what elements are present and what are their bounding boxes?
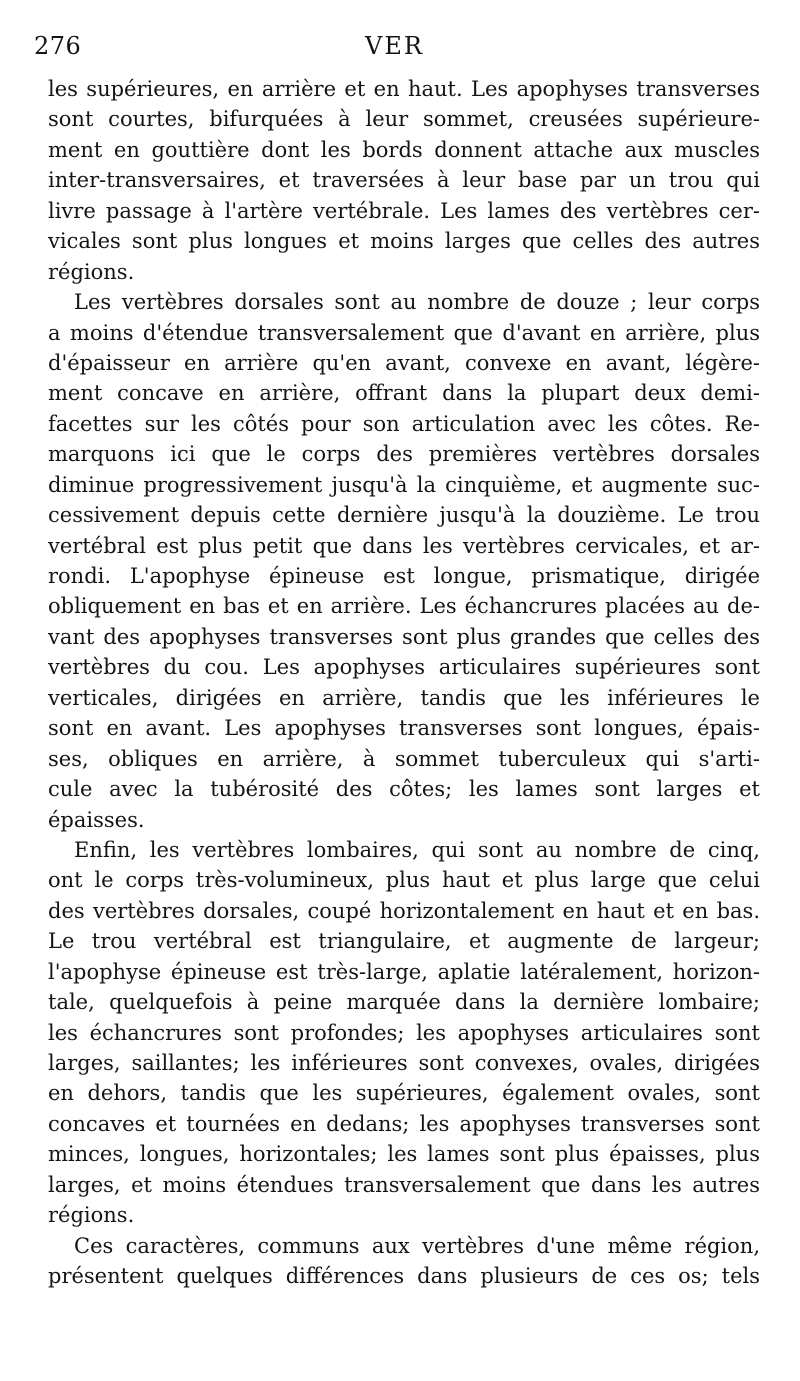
text-line: larges, saillantes; les inférieures sont convexes, ovales, dirigées <box>48 1051 760 1075</box>
text-line: en dehors, tandis que les supérieures, également ovales, sont <box>48 1081 760 1106</box>
text-line: régions. <box>48 259 135 284</box>
text-line: vicales sont plus longues et moins larges que celles des autres <box>48 229 760 254</box>
text-line: marquons ici que le corps des premières vertèbres dorsales <box>48 442 760 467</box>
text-line: ment concave en arrière, offrant dans la plupart deux demi- <box>48 381 760 406</box>
paragraph-start-line: Les vertèbres dorsales sont au nombre de douze ; leur corps <box>74 290 760 315</box>
text-line: concaves et tournées en dedans; les apophyses transverses sont <box>48 1111 760 1136</box>
text-line: épaisses. <box>48 807 145 832</box>
text-line: vertèbres du cou. Les apophyses articulaires supérieures sont <box>48 655 760 680</box>
text-line: verticales, dirigées en arrière, tandis que les inférieures le <box>48 685 760 710</box>
text-line: livre passage à l'artère vertébrale. Les lames des vertèbres cer- <box>48 198 760 223</box>
text-line: des vertèbres dorsales, coupé horizontalement en haut et en bas. <box>48 898 760 923</box>
page-header <box>34 32 764 72</box>
text-line: tale, quelquefois à peine marquée dans la dernière lombaire; <box>48 990 760 1015</box>
text-line: régions. <box>48 1203 135 1228</box>
text-line: d'épaisseur en arrière qu'en avant, convexe en avant, légère- <box>48 350 760 375</box>
text-line: larges, et moins étendues transversalement que dans les autres <box>48 1172 760 1197</box>
text-line: a moins d'étendue transversalement que d'avant en arrière, plus <box>48 320 760 345</box>
running-head: VER <box>365 32 424 60</box>
paragraph-start-line: Ces caractères, communs aux vertèbres d'une même région, <box>74 1233 760 1258</box>
text-line: rondi. L'apophyse épineuse est longue, prismatique, dirigée <box>48 564 760 588</box>
text-line: facettes sur les côtés pour son articulation avec les côtes. Re- <box>48 411 760 436</box>
text-line: diminue progressivement jusqu'à la cinquième, et augmente suc- <box>48 472 760 497</box>
text-line: les supérieures, en arrière et en haut. Les apophyses transverses <box>48 77 760 101</box>
text-line: obliquement en bas et en arrière. Les échancrures placées au de- <box>48 594 760 619</box>
text-line: ont le corps très-volumineux, plus haut et plus large que celui <box>48 868 760 893</box>
text-line: minces, longues, horizontales; les lames sont plus épaisses, plus <box>48 1142 760 1167</box>
text-line: présentent quelques différences dans plusieurs de ces os; tels <box>48 1264 760 1289</box>
text-line: les échancrures sont profondes; les apophyses articulaires sont <box>48 1020 760 1045</box>
text-line: sont en avant. Les apophyses transverses sont longues, épais- <box>48 716 760 741</box>
text-line: ses, obliques en arrière, à sommet tuberculeux qui s'arti- <box>48 746 760 771</box>
text-line: vertébral est plus petit que dans les vertèbres cervicales, et ar- <box>48 533 760 558</box>
text-line: ment en gouttière dont les bords donnent attache aux muscles <box>48 137 760 162</box>
text-line: inter-transversaires, et traversées à leur base par un trou qui <box>48 168 760 193</box>
page-number: 276 <box>34 32 82 60</box>
text-line: cessivement depuis cette dernière jusqu'à la douzième. Le trou <box>48 503 760 528</box>
text-line: l'apophyse épineuse est très-large, aplatie latéralement, horizon- <box>48 959 760 984</box>
body-text <box>48 74 760 1292</box>
text-line: Le trou vertébral est triangulaire, et augmente de largeur; <box>48 929 760 954</box>
text-line: cule avec la tubérosité des côtes; les lames sont larges et <box>48 777 760 802</box>
text-line: sont courtes, bifurquées à leur sommet, creusées supérieure- <box>48 107 760 132</box>
paragraph-start-line: Enfin, les vertèbres lombaires, qui sont au nombre de cinq, <box>74 837 760 862</box>
text-line: vant des apophyses transverses sont plus grandes que celles des <box>48 624 760 649</box>
